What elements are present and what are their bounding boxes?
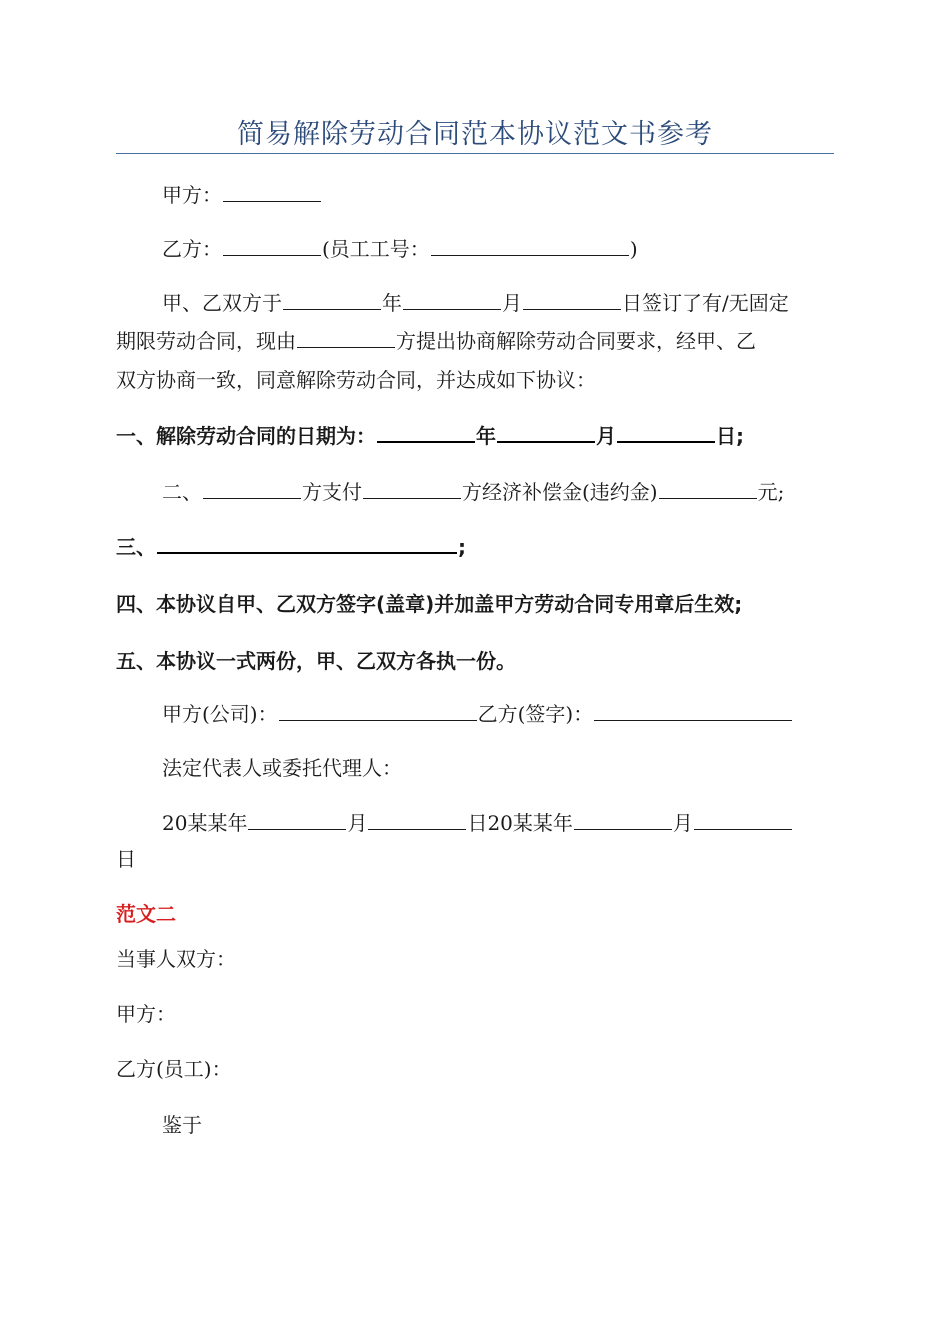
employee-sign-blank	[594, 700, 792, 721]
clause3-text-2: ;	[458, 535, 466, 559]
clause1-text-2: 年	[476, 424, 496, 448]
date-month-blank-2	[574, 809, 672, 830]
sample2-whereas: 鉴于	[162, 1113, 202, 1137]
company-sign-label: 甲方(公司)：	[162, 702, 278, 726]
clause-4: 四、本协议自甲、乙双方签字(盖章)并加盖甲方劳动合同专用章后生效;	[116, 592, 743, 616]
clause2-text-2: 方支付	[302, 480, 362, 504]
para1-text-6: 方提出协商解除劳动合同要求，经甲、乙	[396, 329, 756, 353]
company-sign-blank	[279, 700, 477, 721]
termination-month-blank	[497, 421, 595, 443]
sample2-heading: 范文二	[116, 902, 176, 926]
clause-2	[116, 478, 834, 506]
para1-text-1: 甲、乙双方于	[162, 291, 282, 315]
para1-line1	[116, 289, 834, 317]
sign-day-blank	[523, 289, 621, 310]
para1-line2	[116, 327, 834, 355]
party-b-label: 乙方：	[162, 237, 222, 261]
clause1-text-3: 月	[596, 424, 616, 448]
para1-text-7: 双方协商一致，同意解除劳动合同，并达成如下协议：	[116, 368, 596, 392]
date-day-blank-2	[694, 809, 792, 830]
para1-line3	[116, 366, 834, 394]
sample2-party-b: 乙方(员工)：	[116, 1057, 232, 1081]
proposer-blank	[297, 327, 395, 348]
para1-text-3: 月	[502, 291, 522, 315]
title-underline	[116, 153, 834, 154]
termination-day-blank	[617, 421, 715, 443]
clause2-text-3: 方经济补偿金(违约金)	[462, 480, 658, 504]
sign-month-blank	[403, 289, 501, 310]
party-a-blank	[223, 181, 321, 202]
legal-rep-line: 法定代表人或委托代理人：	[162, 756, 402, 780]
date-month-blank-1	[248, 809, 346, 830]
party-b-line	[116, 235, 834, 263]
clause-1	[116, 421, 834, 450]
para1-text-2: 年	[382, 291, 402, 315]
sample2-parties: 当事人双方：	[116, 947, 236, 971]
date-month-1: 月	[347, 811, 368, 835]
clause1-text-4: 日;	[716, 424, 744, 448]
clause2-text-4: 元;	[757, 480, 785, 504]
payee-blank	[363, 478, 461, 499]
clause2-text-1: 二、	[162, 480, 202, 504]
employee-sign-label: 乙方(签字)：	[477, 702, 594, 726]
sign-year-blank	[283, 289, 381, 310]
party-a-line	[116, 181, 834, 209]
clause3-text-1: 三、	[116, 535, 156, 559]
signature-line	[116, 700, 834, 728]
employee-id-close: )	[629, 237, 638, 261]
payer-blank	[203, 478, 301, 499]
date-month-2: 月	[672, 811, 693, 835]
sample2-party-a: 甲方：	[116, 1002, 176, 1026]
date-line	[116, 809, 834, 837]
clause-3	[116, 532, 834, 561]
clause3-blank	[157, 532, 457, 554]
party-a-label: 甲方：	[162, 183, 222, 207]
employee-id-label: (员工工号：	[322, 237, 430, 261]
date-year-1: 20某某年	[162, 811, 248, 835]
date-line-wrap: 日	[116, 847, 136, 871]
date-day-year-2: 日20某某年	[467, 811, 573, 835]
para1-text-4: 日签订了有/无固定	[622, 291, 789, 315]
date-day-blank-1	[368, 809, 466, 830]
employee-id-blank	[431, 235, 629, 256]
party-b-blank	[223, 235, 321, 256]
clause-5: 五、本协议一式两份，甲、乙双方各执一份。	[116, 649, 516, 673]
amount-blank	[659, 478, 757, 499]
termination-year-blank	[377, 421, 475, 443]
para1-text-5: 期限劳动合同，现由	[116, 329, 296, 353]
document-title: 简易解除劳动合同范本协议范文书参考	[237, 119, 713, 150]
clause1-text-1: 一、解除劳动合同的日期为：	[116, 424, 376, 448]
